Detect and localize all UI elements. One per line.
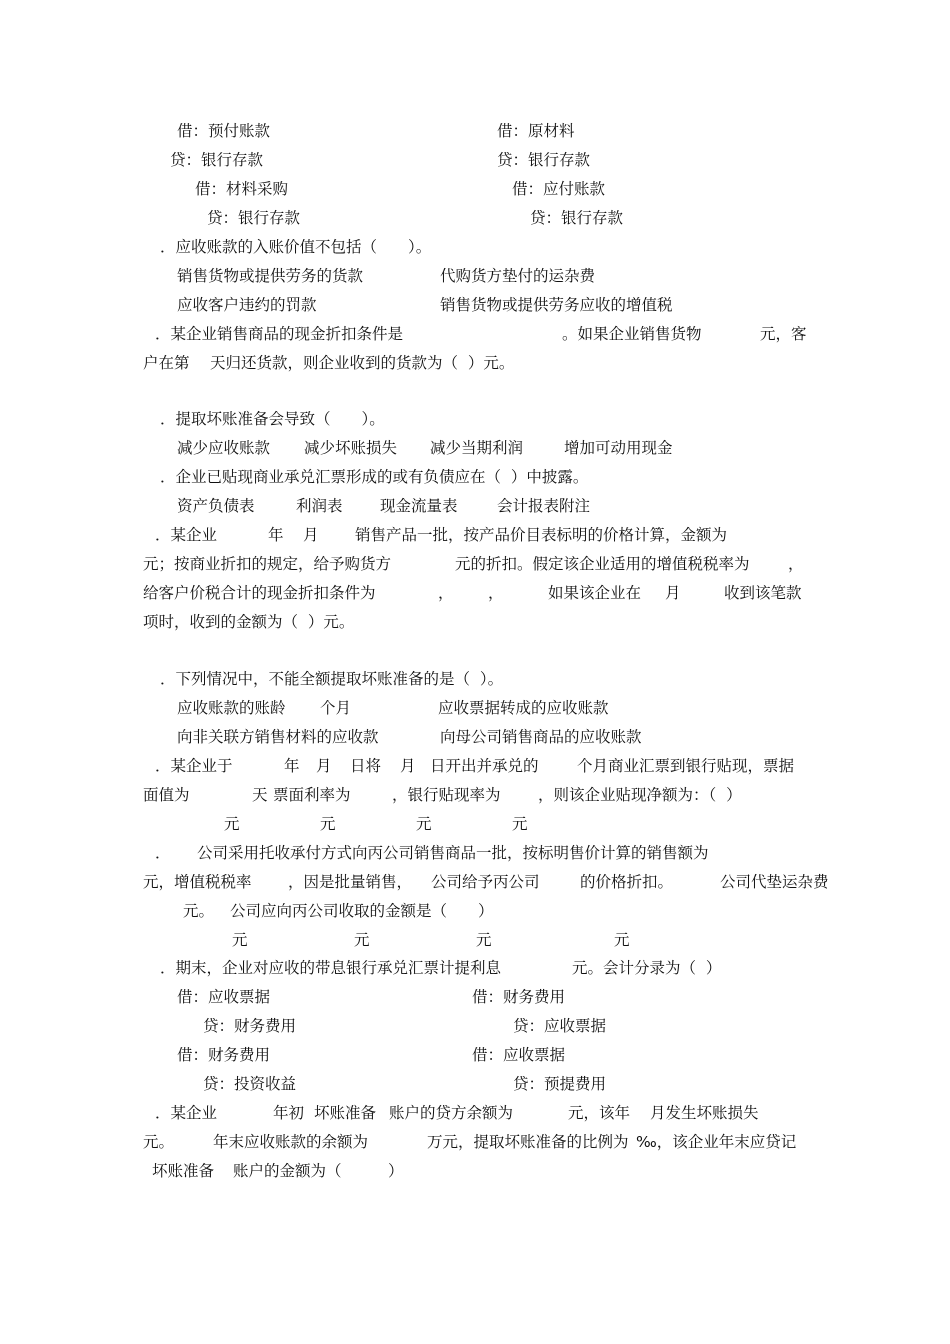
text-run: 借：财务费用 [472,988,566,1006]
text-run: 代购货方垫付的运杂费 [440,267,596,285]
text-run: ． [155,844,171,862]
text-run: 。如果企业销售货物 [562,325,702,343]
text-run: 减少坏账损失 [304,439,398,457]
text-run: 元 [512,815,528,833]
text-run: 公司给予丙公司 [431,873,540,891]
text-run: 利润表 [296,497,343,515]
text-run: 月 [303,526,319,544]
text-run: ．下列情况中，不能全额提取坏账准备的是（ ）。 [160,670,504,688]
text-run: 应收客户违约的罚款 [177,296,317,314]
text-run: 月 [665,584,681,602]
text-run: 元，客 [760,325,807,343]
text-run: 元。 [143,1133,175,1151]
text-run: ， [788,555,804,573]
text-run: 贷：财务费用 [203,1017,297,1035]
text-run: 月 [400,757,416,775]
text-run: 天归还货款，则企业收到的货款为（ ）元。 [210,354,515,372]
text-run: 元；按商业折扣的规定，给予购货方 [143,555,392,573]
text-run: 票面利率为 [273,786,351,804]
text-run: 借：应收票据 [177,988,271,1006]
text-run: 元 [232,931,248,949]
text-run: 年 [268,526,284,544]
text-run: ， [438,584,454,602]
text-run: 账户的金额为（ ） [233,1162,404,1180]
text-run: 借：材料采购 [195,180,289,198]
text-run: 增加可动用现金 [564,439,673,457]
text-run: 贷：银行存款 [497,151,591,169]
text-run: 如果该企业在 [548,584,642,602]
text-run: ‰，该企业年末应贷记 [636,1133,797,1151]
text-run: 元 [476,931,492,949]
text-run: 应收账款的账龄 [177,699,286,717]
text-run: 借：原材料 [497,122,575,140]
text-run: ，则该企业贴现净额为：（ ） [538,786,742,804]
text-run: 公司代垫运杂费 [720,873,829,891]
text-run: 收到该笔款 [724,584,802,602]
text-run: 向非关联方销售材料的应收款 [177,728,379,746]
text-run: 借：财务费用 [177,1046,271,1064]
text-run: 账户的贷方余额为 [389,1104,514,1122]
text-run: 个月商业汇票到银行贴现，票据 [577,757,795,775]
text-run: ．应收账款的入账价值不包括（ ）。 [160,238,432,256]
text-run: 销售货物或提供劳务应收的增值税 [440,296,673,314]
text-run: 天 [252,786,268,804]
text-run: 月发生坏账损失 [650,1104,759,1122]
text-run: 贷：银行存款 [170,151,264,169]
text-run: 元，增值税税率 [143,873,252,891]
text-run: 借：预付账款 [177,122,271,140]
text-run: 月 [316,757,332,775]
text-run: ．某企业 [155,1104,218,1122]
text-run: 坏账准备 [314,1104,377,1122]
text-run: 现金流量表 [380,497,458,515]
text-run: 公司应向丙公司收取的金额是（ ） [230,902,494,920]
text-run: 年 [284,757,300,775]
text-run: 销售货物或提供劳务的货款 [177,267,364,285]
text-run: ．某企业于 [155,757,233,775]
text-run: 的价格折扣。 [580,873,674,891]
text-run: ．企业已贴现商业承兑汇票形成的或有负债应在（ ）中披露。 [160,468,589,486]
text-run: ．提取坏账准备会导致（ ）。 [160,410,385,428]
text-run: 给客户价税合计的现金折扣条件为 [143,584,376,602]
text-run: 会计报表附注 [497,497,591,515]
text-run: ，银行贴现率为 [392,786,501,804]
text-run: 户在第 [143,354,190,372]
text-run: 万元，提取坏账准备的比例为 [427,1133,629,1151]
text-run: 元 [224,815,240,833]
text-run: 面值为 [143,786,190,804]
text-run: 坏账准备 [152,1162,215,1180]
text-run: 元 [416,815,432,833]
text-run: 借：应收票据 [472,1046,566,1064]
text-run: 日开出并承兑的 [430,757,539,775]
text-run: ．某企业销售商品的现金折扣条件是 [155,325,404,343]
text-run: 减少当期利润 [430,439,524,457]
text-run: 元 [320,815,336,833]
text-run: 贷：投资收益 [203,1075,297,1093]
text-run: 元。会计分录为（ ） [572,959,722,977]
text-run: 元，该年 [568,1104,631,1122]
text-run: 借：应付账款 [512,180,606,198]
text-run: 应收票据转成的应收账款 [438,699,609,717]
text-run: 贷：预提费用 [513,1075,607,1093]
text-run: 年末应收账款的余额为 [213,1133,369,1151]
text-run: 日将 [350,757,382,775]
text-run: 资产负债表 [177,497,255,515]
text-run: 销售产品一批，按产品价目表标明的价格计算，金额为 [355,526,728,544]
text-run: ．期末，企业对应收的带息银行承兑汇票计提利息 [160,959,502,977]
text-run: 元 [614,931,630,949]
text-run: 元。 [183,902,215,920]
text-run: ．某企业 [155,526,218,544]
text-run: 贷：应收票据 [513,1017,607,1035]
text-run: 项时，收到的金额为（ ）元。 [143,613,355,631]
text-run: 公司采用托收承付方式向丙公司销售商品一批，按标明售价计算的销售额为 [197,844,709,862]
text-run: 贷：银行存款 [207,209,301,227]
text-run: 年初 [273,1104,305,1122]
text-run: ， [488,584,504,602]
text-run: 贷：银行存款 [530,209,624,227]
text-run: 个月 [320,699,352,717]
text-run: 元 [354,931,370,949]
text-run: ，因是批量销售， [288,873,413,891]
text-run: 减少应收账款 [177,439,271,457]
text-run: 元的折扣。假定该企业适用的增值税税率为 [455,555,750,573]
text-run: 向母公司销售商品的应收账款 [440,728,642,746]
